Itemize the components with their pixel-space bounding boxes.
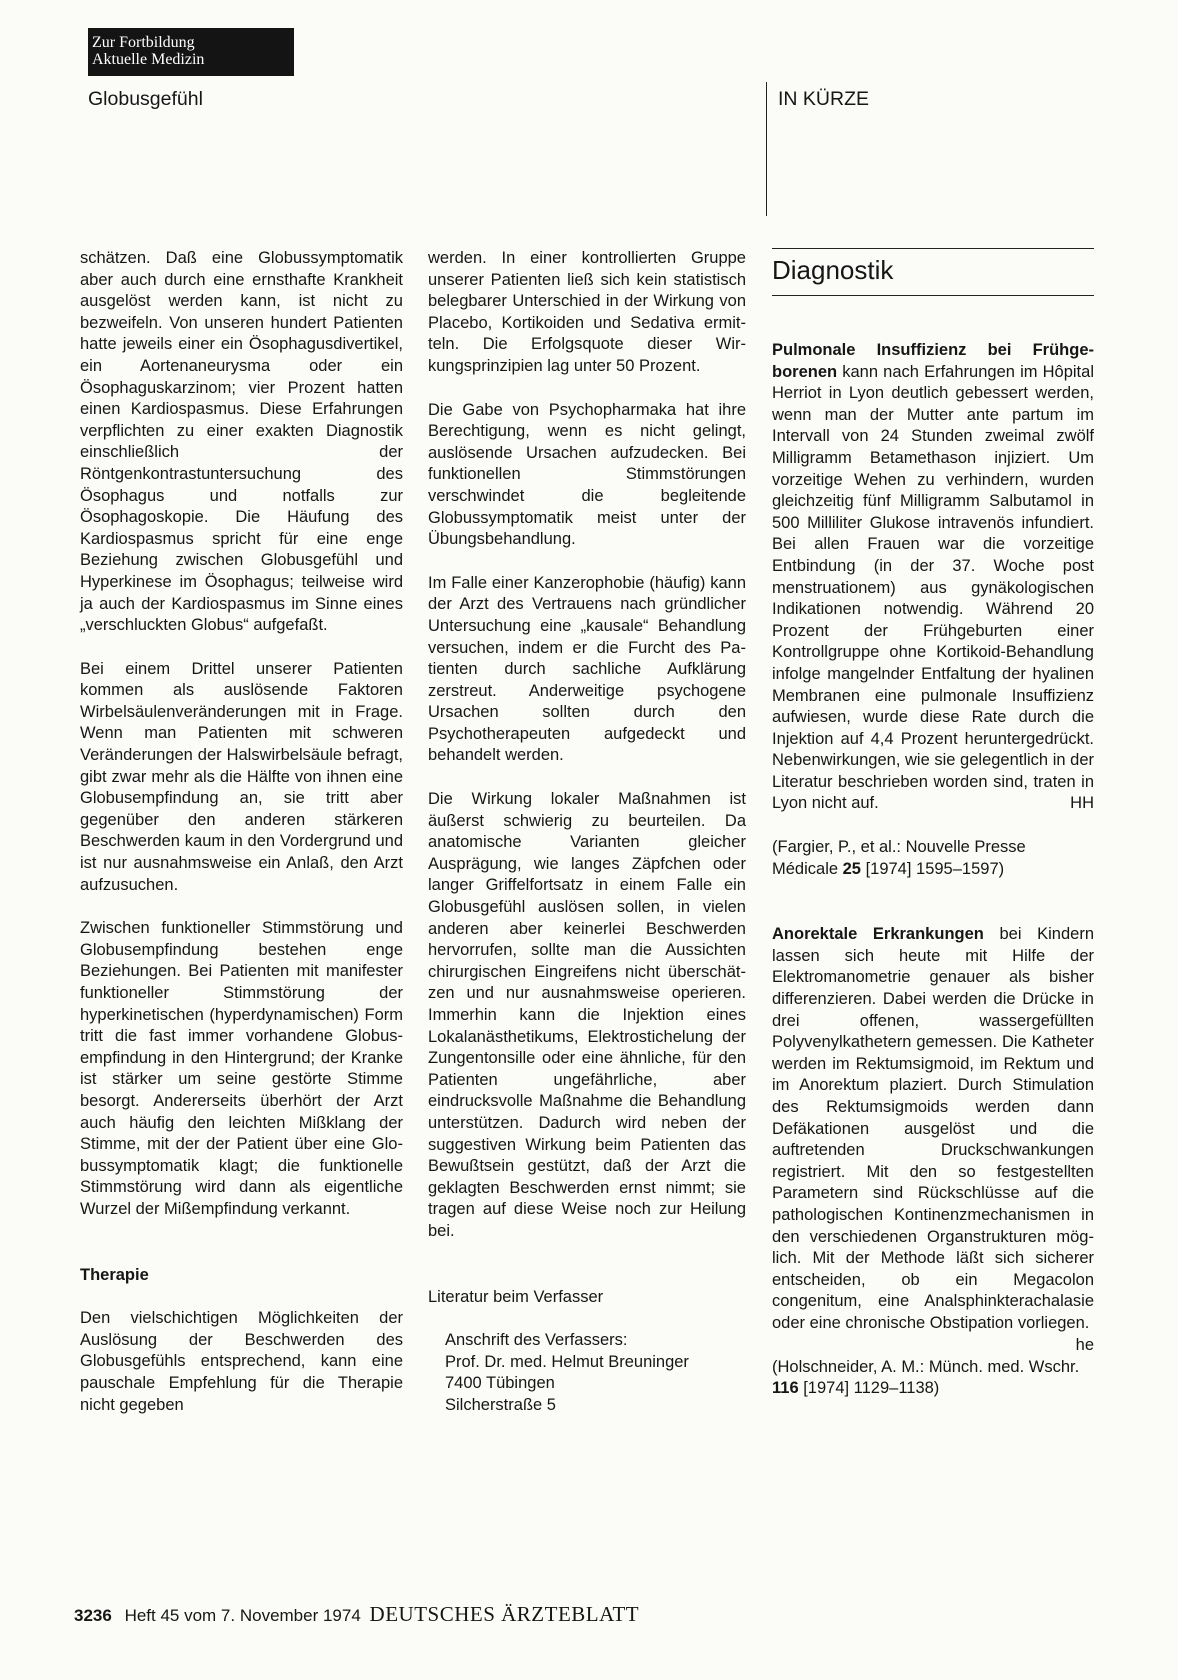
paragraph: Die Gabe von Psychopharmaka hat ihre Berechtigung, wenn es nicht gelingt, auslösende Ursachen aufzudecken. Bei funktionellen Stimmstörungen verschwindet die begleitende Globussymptomatik meist unter der Übungsbehandlung. (428, 400, 746, 549)
author-address (445, 1330, 746, 1416)
paragraph: schätzen. Daß eine Globussymptomatik aber auch durch eine ernsthafte Krankheit ausgelöst werden kann, ist nicht zu bezweifeln. Von unseren hundert Patienten hatte jeweils einer ein Ösophagusdivertikel, ein Aortenaneurysma oder ein Ösophaguskarzinom; vier Prozent hatten einen Kardiospasmus. Diese Erfahrungen verpflichten zu einer exakten Diagnostik einschließlich der Röntgenkontrastuntersuchung des Ösophagus und notfalls zur Ösophagoskopie. Die Häufung des Kardiospasmus spricht für eine enge Beziehung zwischen Globusgefühl und Hyperkinese im Ösophagus; teilweise wird ja auch der Kardiospasmus im Sinne eines „verschluckten Globus“ aufgefaßt. (80, 249, 403, 635)
issue-info: Heft 45 vom 7. November 1974 (124, 1606, 361, 1625)
paragraph: Im Falle einer Kanzerophobie (häufig) kann der Arzt des Vertrauens nach gründlicher Untersuchung eine „kausale“ Behandlung versuchen, indem er die Furcht des Patienten durch sachliche Aufklärung zerstreut. Anderweitige psychogene Ursachen sollten durch den Psychotherapeuten aufgedeckt und behandelt werden. (428, 573, 746, 765)
rule-bottom (772, 295, 1094, 296)
news-item-1-lead: Pulmonale Insuffizienz bei Frühgeborenen (772, 341, 1094, 381)
text-column-3 (772, 248, 1094, 1400)
news-item-2-signature: he (1075, 1335, 1094, 1354)
paragraph: Zwischen funktioneller Stimmstörung und Globusempfindung bestehen enge Beziehungen. Bei Patienten mit manifester funktioneller Stimmstörung der hyperkinetischen (hyperdynamischen) Form tritt die fast immer vorhandene Globusempfindung in den Hintergrund; der Kranke ist stärker um seine gestörte Stimme besorgt. Andererseits überhört der Arzt auch häufig den leichten Mißklang der Stimme, mit der der Patient über eine Globussymptomatik klagt; die funktionelle Stimmstörung wird dann als eigentliche Wurzel der Mißempfindung verkannt. (80, 919, 403, 1218)
reference-1 (772, 837, 1094, 880)
author-name: Prof. Dr. med. Helmut Breuninger (445, 1352, 689, 1371)
page-footer (74, 1602, 639, 1627)
column-title: IN KÜRZE (778, 88, 870, 110)
text-column-1 (80, 248, 403, 1416)
news-item-2-text: bei Kindern lassen sich heute mit Hilfe der Elektromanometrie genauer als bisher differenzieren. Dabei werden die Drücke in drei offenen, wassergefüllten Polyvenylkathetern gemessen. Die Katheter werden im Rektumsigmoid, im Rektum und im Anorektum plaziert. Durch Stimulation des Rektumsigmoids werden dann Defäkationen ausgelöst und die auftretenden Druckschwankungen registriert. Mit den so festgestellten Parametern sind Rückschlüsse auf die pathologischen Kontinenzmechanismen in den verschiedenen Organstrukturen möglich. Mit der Methode läßt sich sicherer entscheiden, ob ein Megacolon congenitum, eine Analsphinkterachalasie oder eine chronische Obstipation vorliegen. (772, 925, 1095, 1332)
news-item-1 (772, 340, 1094, 815)
page-number: 3236 (74, 1606, 112, 1625)
reference-1-text: (Fargier, P., et al.: Nouvelle Presse Médicale (772, 838, 1026, 878)
literature-note: Literatur beim Verfasser (428, 1287, 604, 1306)
article-title: Globusgefühl (88, 88, 203, 110)
address-street: Silcherstraße 5 (445, 1395, 556, 1414)
section-tag (88, 28, 294, 76)
section-title-diagnostik: Diagnostik (772, 255, 894, 285)
section-tag-line2: Aktuelle Medizin (92, 51, 205, 68)
news-item-1-text: kann nach Erfahrungen im Hôpital Herriot in Lyon deutlich gebessert werden, wenn man der Mutter ante partum im Intervall von 24 Stunden zweimal zwölf Milligramm Betamethason injiziert. Um vorzeitige Wehen zu verhindern, wurden gleichzeitig fünf Milligramm Salbutamol in 500 Milliliter Glukose intravenös infundiert. Bei allen Frauen war die vorzeitige Entbindung (in der 37. Woche post menstruationem) aus gynäkologischen Indikationen notwendig. Während 20 Prozent der Frühgeburten einer Kontrollgruppe ohne Kortikoid-Behandlung infolge mangelnder Entfaltung der hyalinen Membranen eine pulmonale Insuffizienz aufwiesen, wurde diese Rate durch die Injektion auf 4,4 Prozent heruntergedrückt. Nebenwirkungen, wie sie gelegentlich in der Literatur beschrieben worden sind, traten in Lyon nicht auf. (772, 362, 1094, 813)
paragraph: Bei einem Drittel unserer Patienten kommen als auslösende Faktoren Wirbelsäulenveränderungen mit in Frage. Wenn man Patienten mit schweren Veränderungen der Halswirbelsäule befragt, gibt zwar mehr als die Hälfte von ihnen eine Globusempfindung an, sie tritt aber gegenüber den anderen stärkeren Beschwerden kaum in den Vordergrund und ist nur ausnahmsweise ein Anlaß, den Arzt aufzusuchen. (80, 659, 403, 894)
address-city: 7400 Tübingen (445, 1374, 555, 1393)
address-label: Anschrift des Verfassers: (445, 1331, 628, 1350)
text-column-2 (428, 248, 746, 1417)
section-heading-therapie: Therapie (80, 1265, 149, 1284)
reference-2-pages: [1974] 1129–1138) (798, 1379, 940, 1398)
paragraph: werden. In einer kontrollierten Gruppe unserer Patienten ließ sich kein statistisch belegbarer Unterschied in der Wirkung von Placebo, Kortikoiden und Sedativa ermitteln. Die Erfolgsquote dieser Wirkungsprinzipien lag unter 50 Prozent. (428, 249, 746, 375)
news-item-2 (772, 924, 1095, 1354)
reference-1-volume: 25 (842, 859, 861, 878)
reference-2-volume: 116 (772, 1379, 799, 1398)
news-item-1-signature: HH (1070, 794, 1094, 813)
rule-top (772, 248, 1094, 249)
news-item-2-lead: Anorektale Erkrankungen (772, 925, 984, 944)
reference-1-pages: [1974] 1595–1597) (860, 859, 1005, 878)
journal-name: DEUTSCHES ÄRZTEBLATT (369, 1602, 640, 1626)
column-divider (766, 82, 767, 216)
paragraph: Die Wirkung lokaler Maßnahmen ist äußerst schwierig zu beurteilen. Da anatomische Varianten gleicher Ausprägung, wie langes Zäpfchen oder langer Griffelfortsatz in einem Falle ein Globusgefühl auslösen sollen, in vielen anderen aber keinerlei Beschwerden hervorrufen, sollte man die Aussichten chirurgischen Eingreifens nicht überschätzen und nur ausnahmsweise operieren. Immerhin kann die Injektion eines Lokalanästhetikums, Elektrostichelung der Zungentonsille oder eine ähnliche, für den Patienten ungefährliche, aber eindrucksvolle Maßnahme die Behandlung unterstützen. Dadurch wird neben der suggestiven Wirkung beim Patienten das Bewußtsein gestützt, daß der Arzt die geklagten Beschwerden ernst nimmt; sie tragen auf diese Weise noch zur Heilung bei. (428, 790, 746, 1240)
section-tag-line1: Zur Fortbildung (92, 34, 195, 51)
reference-2-text: (Holschneider, A. M.: Münch. med. Wschr. (772, 1357, 1080, 1376)
reference-2 (772, 1357, 1094, 1400)
paragraph: Den vielschichtigen Möglichkeiten der Auslösung der Beschwerden des Globusgefühls entsprechend, kann eine pauschale Empfehlung für die Therapie nicht gegeben (80, 1309, 403, 1414)
